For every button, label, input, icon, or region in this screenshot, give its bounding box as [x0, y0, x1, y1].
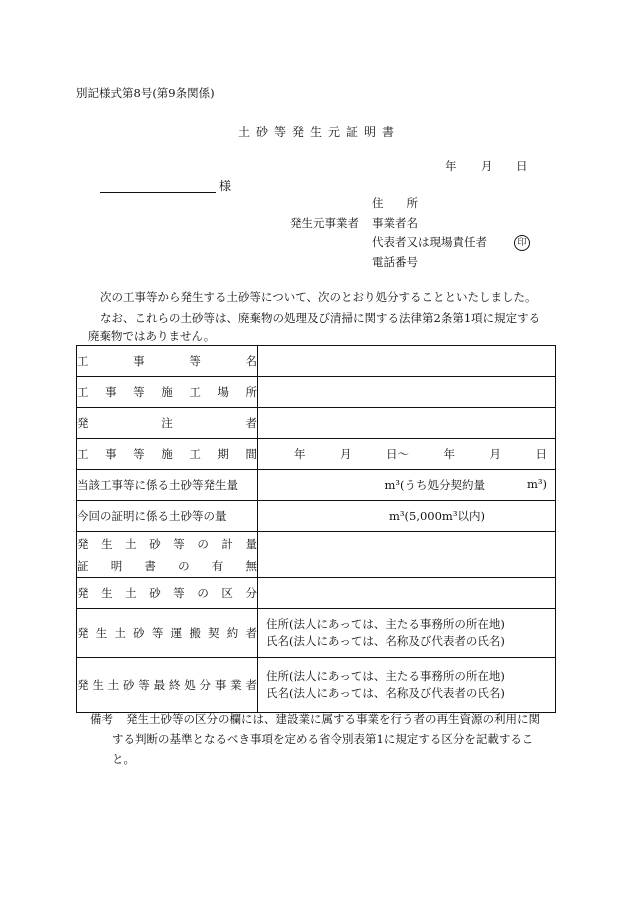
address-note: 住所(法人にあっては、主たる事務所の所在地): [266, 668, 505, 683]
addressee-suffix: 様: [219, 179, 232, 193]
this-volume-field[interactable]: [258, 501, 556, 532]
document-title: 土砂等発生元証明書: [238, 125, 401, 139]
label-text: 発 生 土 砂 等 の 区 分: [77, 586, 257, 600]
period-end-year: 年: [443, 447, 455, 461]
disposal-operator-field[interactable]: [258, 658, 556, 713]
table-row: [77, 439, 556, 470]
row-label-transport-contractor: [77, 609, 258, 658]
period-start-month: 月: [340, 447, 352, 461]
date-day-label: 日: [516, 159, 528, 173]
certificate-table: [76, 345, 556, 713]
table-row: [77, 377, 556, 408]
this-volume-value: m³(5,000m³以内): [389, 509, 485, 523]
label-text: 工 事 等 施 工 期 間: [77, 447, 257, 461]
table-row: [77, 470, 556, 501]
total-volume-field[interactable]: [258, 470, 556, 501]
label-text: 今回の証明に係る土砂等の量: [77, 509, 227, 523]
note-line1: 発生土砂等の区分の欄には、建設業に属する事業を行う者の再生資源の利用に関: [126, 712, 540, 726]
period-start-year: 年: [294, 447, 306, 461]
date-month-label: 月: [481, 159, 493, 173]
intro-paragraph-line2: なお、これらの土砂等は、廃棄物の処理及び清掃に関する法律第2条第1項に規定する: [100, 311, 541, 325]
classification-field[interactable]: [258, 578, 556, 609]
table-row: [77, 346, 556, 377]
issuer-address-label: 住 所: [372, 196, 418, 210]
total-volume-unit: m³): [526, 477, 547, 491]
row-label-classification: [77, 578, 258, 609]
construction-name-field[interactable]: [258, 346, 556, 377]
row-label-measurement-certificate: [77, 532, 258, 578]
label-text: 工 事 等 施 工 場 所: [77, 385, 257, 399]
period-end-day: 日: [535, 447, 547, 461]
issuer-role-label: 発生元事業者: [290, 216, 359, 230]
name-note: 氏名(法人にあっては、名称及び代表者の氏名): [266, 634, 505, 648]
label-text: 発 生 土 砂 等 最 終 処 分 事 業 者: [77, 678, 257, 692]
issuer-phone-label: 電話番号: [372, 255, 418, 269]
row-label-this-volume: [77, 501, 258, 532]
period-start-day: 日〜: [386, 447, 409, 461]
client-field[interactable]: [258, 408, 556, 439]
row-label-client: [77, 408, 258, 439]
issuer-representative-label: 代表者又は現場責任者: [372, 235, 487, 249]
address-note: 住所(法人にあっては、主たる事務所の所在地): [266, 616, 505, 631]
intro-paragraph-line3: 廃棄物ではありません。: [88, 329, 216, 343]
transport-contractor-field[interactable]: [258, 609, 556, 658]
row-label-period: [77, 439, 258, 470]
label-text: 当該工事等に係る土砂等発生量: [77, 478, 238, 492]
measurement-certificate-field[interactable]: [258, 532, 556, 578]
date-year-label: 年: [445, 159, 457, 173]
note-label: 備考: [90, 712, 113, 726]
row-label-total-volume: [77, 470, 258, 501]
table-row: [77, 658, 556, 713]
label-line2: 証 明 書 の 有 無: [77, 558, 257, 573]
table-row: [77, 408, 556, 439]
label-text: 工 事 等 名: [77, 354, 257, 368]
note-line3: と。: [112, 752, 135, 766]
issuer-company-label: 事業者名: [372, 216, 418, 230]
label-text: 発 生 土 砂 等 運 搬 契 約 者: [77, 626, 257, 640]
addressee-blank[interactable]: [100, 192, 216, 193]
label-line1: 発 生 土 砂 等 の 計 量: [77, 536, 257, 551]
period-end-month: 月: [489, 447, 501, 461]
period-field[interactable]: [258, 439, 556, 470]
table-row: [77, 578, 556, 609]
name-note: 氏名(法人にあっては、名称及び代表者の氏名): [266, 686, 505, 700]
total-volume-value: m³(うち処分契約量: [384, 478, 485, 492]
seal-mark: 印: [514, 235, 530, 251]
table-row: [77, 501, 556, 532]
construction-site-field[interactable]: [258, 377, 556, 408]
intro-paragraph-line1: 次の工事等から発生する土砂等について、次のとおり処分することといたしました。: [100, 290, 537, 304]
form-number: 別記様式第8号(第9条関係): [76, 86, 215, 100]
row-label-construction-name: [77, 346, 258, 377]
row-label-construction-site: [77, 377, 258, 408]
label-text: 発 注 者: [77, 416, 257, 430]
row-label-disposal-operator: [77, 658, 258, 713]
table-row: [77, 532, 556, 578]
note-line2: する判断の基準となるべき事項を定める省令別表第1に規定する区分を記載するこ: [112, 732, 534, 746]
table-row: [77, 609, 556, 658]
